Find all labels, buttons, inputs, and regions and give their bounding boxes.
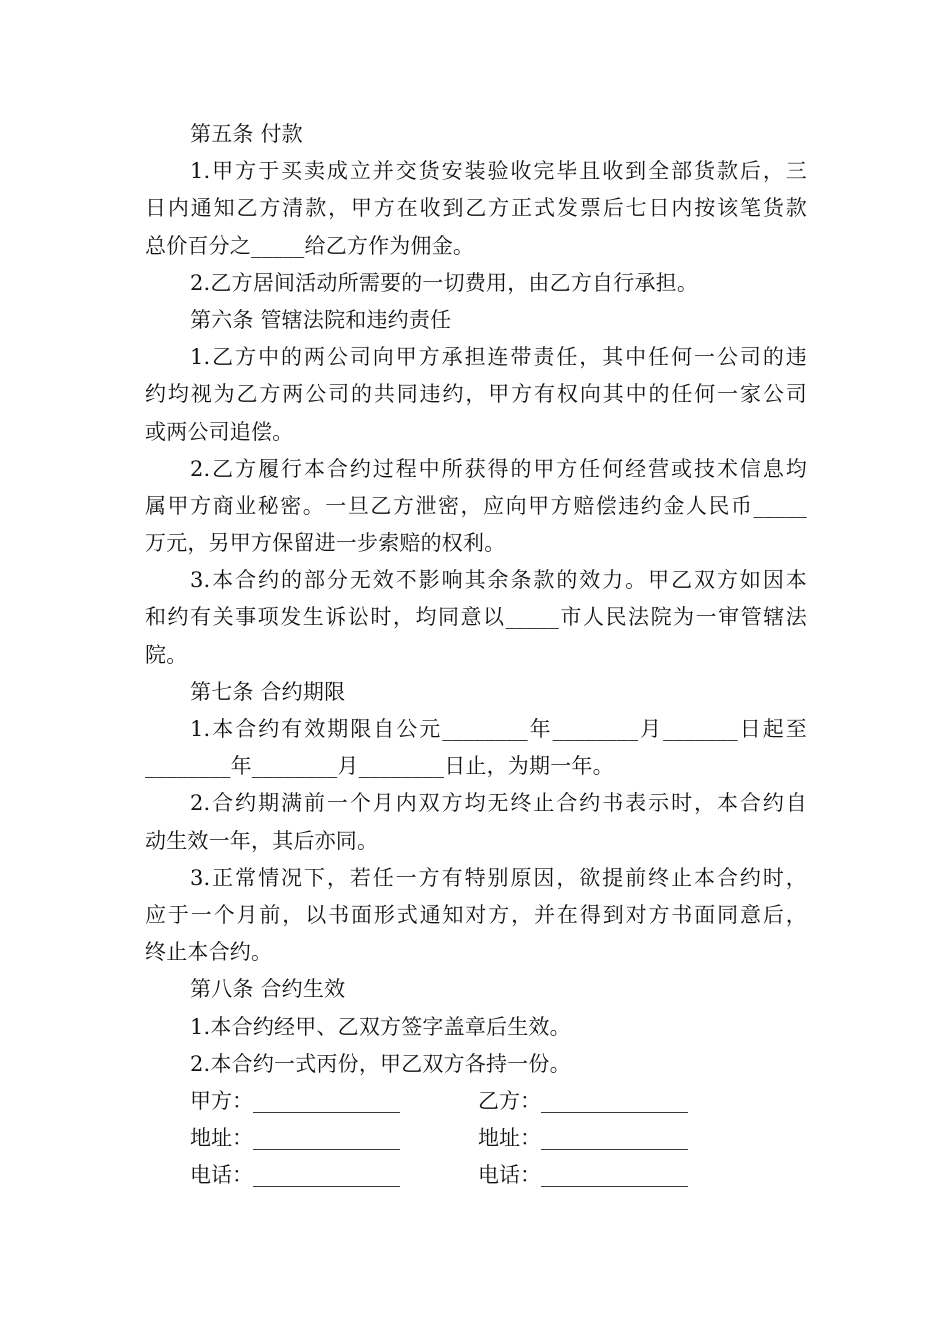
paragraph-line: 约均视为乙方两公司的共同违约，甲方有权向其中的任何一家公司 [145, 382, 807, 407]
paragraph-line: 动生效一年，其后亦同。 [145, 828, 379, 853]
article-6-heading: 第六条 管辖法院和违约责任 [190, 307, 452, 332]
paragraph-line: 2.乙方履行本合约过程中所获得的甲方任何经营或技术信息均 [190, 456, 807, 481]
paragraph-line: 1.乙方中的两公司向甲方承担连带责任，其中任何一公司的违 [190, 345, 807, 370]
party-b-address-field: 地址：______________ [478, 1126, 688, 1151]
article-7-heading: 第七条 合约期限 [190, 679, 346, 704]
paragraph-line: 应于一个月前，以书面形式通知对方，并在得到对方书面同意后， [145, 902, 807, 927]
paragraph-line: 或两公司追偿。 [145, 419, 294, 444]
paragraph-line: 2.合约期满前一个月内双方均无终止合约书表示时，本合约自 [190, 791, 807, 816]
paragraph-line: 属甲方商业秘密。一旦乙方泄密，应向甲方赔偿违约金人民币_____ [145, 493, 807, 518]
paragraph-line: 3.正常情况下，若任一方有特别原因，欲提前终止本合约时， [190, 865, 807, 890]
party-a-signature-field: 甲方：______________ [190, 1088, 400, 1113]
article-8-heading: 第八条 合约生效 [190, 977, 346, 1002]
article-5-heading: 第五条 付款 [190, 122, 303, 146]
paragraph-line: 1.本合约有效期限自公元________年________月_______日起至 [190, 717, 807, 741]
paragraph-line: ________年________月________日止，为期一年。 [145, 754, 614, 779]
paragraph-line: 1.甲方于买卖成立并交货安装验收完毕且收到全部货款后，三 [190, 159, 807, 184]
paragraph-line: 和约有关事项发生诉讼时，均同意以_____市人民法院为一审管辖法 [145, 605, 807, 630]
party-b-signature-field: 乙方：______________ [478, 1088, 688, 1113]
party-a-address-field: 地址：______________ [190, 1126, 400, 1151]
contract-page [145, 116, 807, 1194]
paragraph-line: 2.本合约一式丙份，甲乙双方各持一份。 [190, 1051, 571, 1076]
party-b-phone-field: 电话：______________ [478, 1163, 688, 1188]
paragraph-line: 2.乙方居间活动所需要的一切费用，由乙方自行承担。 [190, 270, 699, 295]
signature-row-party [145, 1083, 807, 1120]
signature-row-address [145, 1120, 807, 1157]
paragraph-line: 万元，另甲方保留进一步索赔的权利。 [145, 531, 506, 556]
paragraph-line: 3.本合约的部分无效不影响其余条款的效力。甲乙双方如因本 [190, 568, 807, 593]
paragraph-line: 院。 [145, 642, 188, 667]
paragraph-line: 日内通知乙方清款，甲方在收到乙方正式发票后七日内按该笔货款 [145, 196, 807, 221]
paragraph-line: 总价百分之_____给乙方作为佣金。 [145, 233, 475, 258]
paragraph-line: 1.本合约经甲、乙双方签字盖章后生效。 [190, 1014, 571, 1039]
party-a-phone-field: 电话：______________ [190, 1163, 400, 1188]
paragraph-line: 终止本合约。 [145, 940, 273, 965]
signature-row-phone [145, 1157, 807, 1194]
